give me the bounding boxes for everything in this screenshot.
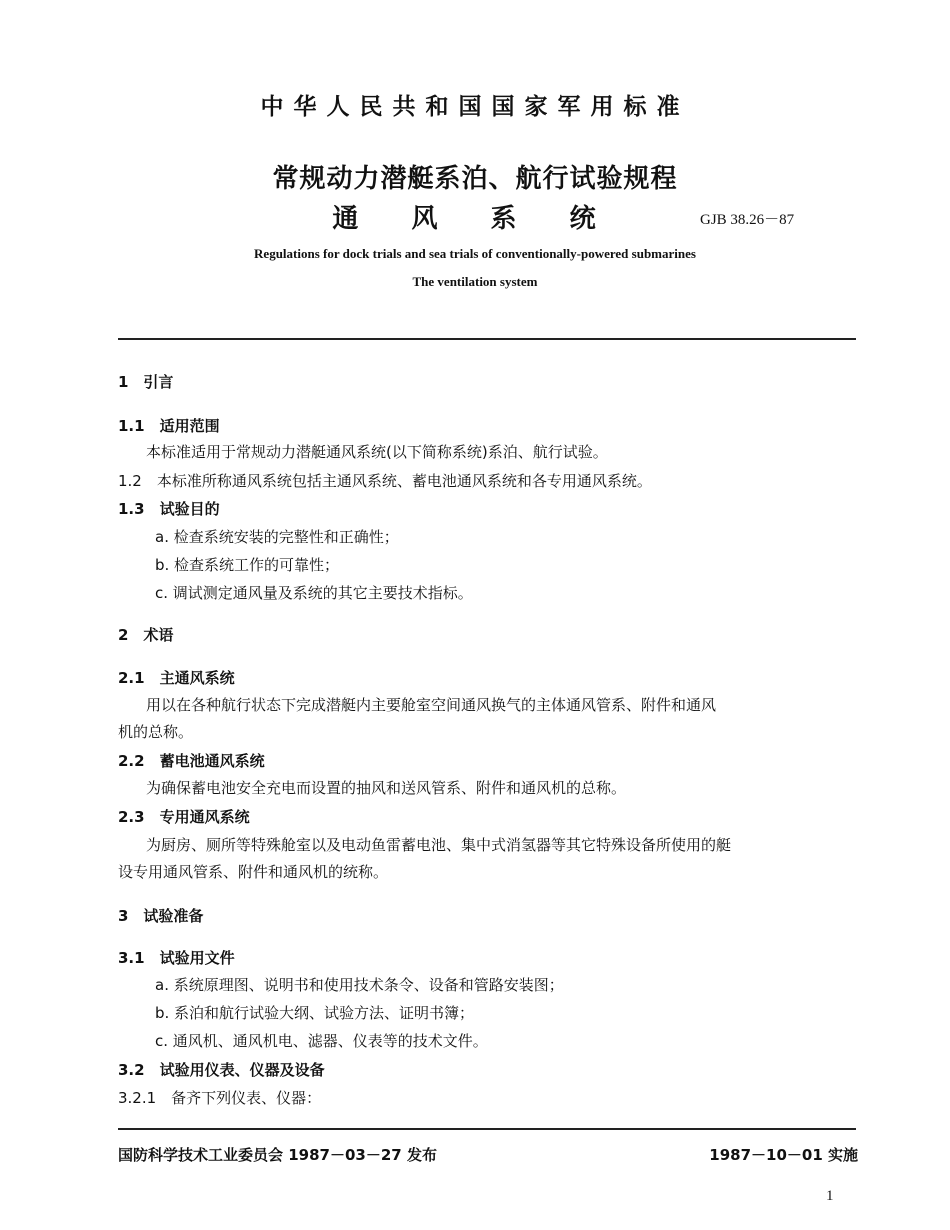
standard-code: GJB 38.26－87 <box>700 212 795 228</box>
list-item: b. 检查系统工作的可靠性； <box>155 556 340 574</box>
list-item: c. 调试测定通风量及系统的其它主要技术指标。 <box>155 584 473 602</box>
paragraph: 为厨房、厕所等特殊舱室以及电动鱼雷蓄电池、集中式消氢器等其它特殊设备所使用的艇 <box>146 836 732 854</box>
section-heading: 3 试验准备 <box>118 907 204 925</box>
list-item: a. 系统原理图、说明书和使用技术条令、设备和管路安装图； <box>155 976 564 994</box>
document-title: 常规动力潜艇系泊、航行试验规程 <box>272 164 678 194</box>
list-item: b. 系泊和航行试验大纲、试验方法、证明书簿； <box>155 1004 475 1022</box>
page-number: 1 <box>826 1188 834 1204</box>
paragraph: 本标准适用于常规动力潜艇通风系统(以下简称系统)系泊、航行试验。 <box>146 443 608 461</box>
footer-divider <box>118 1128 856 1130</box>
paragraph: 用以在各种航行状态下完成潜艇内主要舱室空间通风换气的主体通风管系、附件和通风 <box>146 696 717 714</box>
standard-title: 中华人民共和国国家军用标准 <box>260 94 690 120</box>
document-subtitle: 通 风 系 统 <box>332 204 618 234</box>
subsection-heading: 2.3 专用通风系统 <box>118 808 250 826</box>
subsection-paragraph: 3.2.1 备齐下列仪表、仪器： <box>118 1089 322 1107</box>
subsection-heading: 2.1 主通风系统 <box>118 669 235 687</box>
list-item: c. 通风机、通风机电、滤器、仪表等的技术文件。 <box>155 1032 488 1050</box>
issuer-line: 国防科学技术工业委员会 1987－03－27 发布 <box>118 1146 437 1164</box>
subsection-heading: 3.2 试验用仪表、仪器及设备 <box>118 1061 325 1079</box>
paragraph: 为确保蓄电池安全充电而设置的抽风和送风管系、附件和通风机的总称。 <box>146 779 627 797</box>
subsection-heading: 1.3 试验目的 <box>118 500 220 518</box>
subsection-heading: 1.1 适用范围 <box>118 417 220 435</box>
paragraph: 机的总称。 <box>118 723 194 741</box>
subsection-heading: 2.2 蓄电池通风系统 <box>118 752 265 770</box>
header-divider <box>118 338 856 340</box>
subsection-paragraph: 1.2 本标准所称通风系统包括主通风系统、蓄电池通风系统和各专用通风系统。 <box>118 472 652 490</box>
section-heading: 1 引言 <box>118 373 174 391</box>
list-item: a. 检查系统安装的完整性和正确性； <box>155 528 399 546</box>
english-title: Regulations for dock trials and sea trials of conventionally-powered submarines <box>254 246 696 261</box>
effective-date: 1987－10－01 实施 <box>709 1146 858 1164</box>
english-subtitle: The ventilation system <box>412 274 538 289</box>
subsection-heading: 3.1 试验用文件 <box>118 949 235 967</box>
paragraph: 设专用通风管系、附件和通风机的统称。 <box>118 863 389 881</box>
section-heading: 2 术语 <box>118 626 174 644</box>
